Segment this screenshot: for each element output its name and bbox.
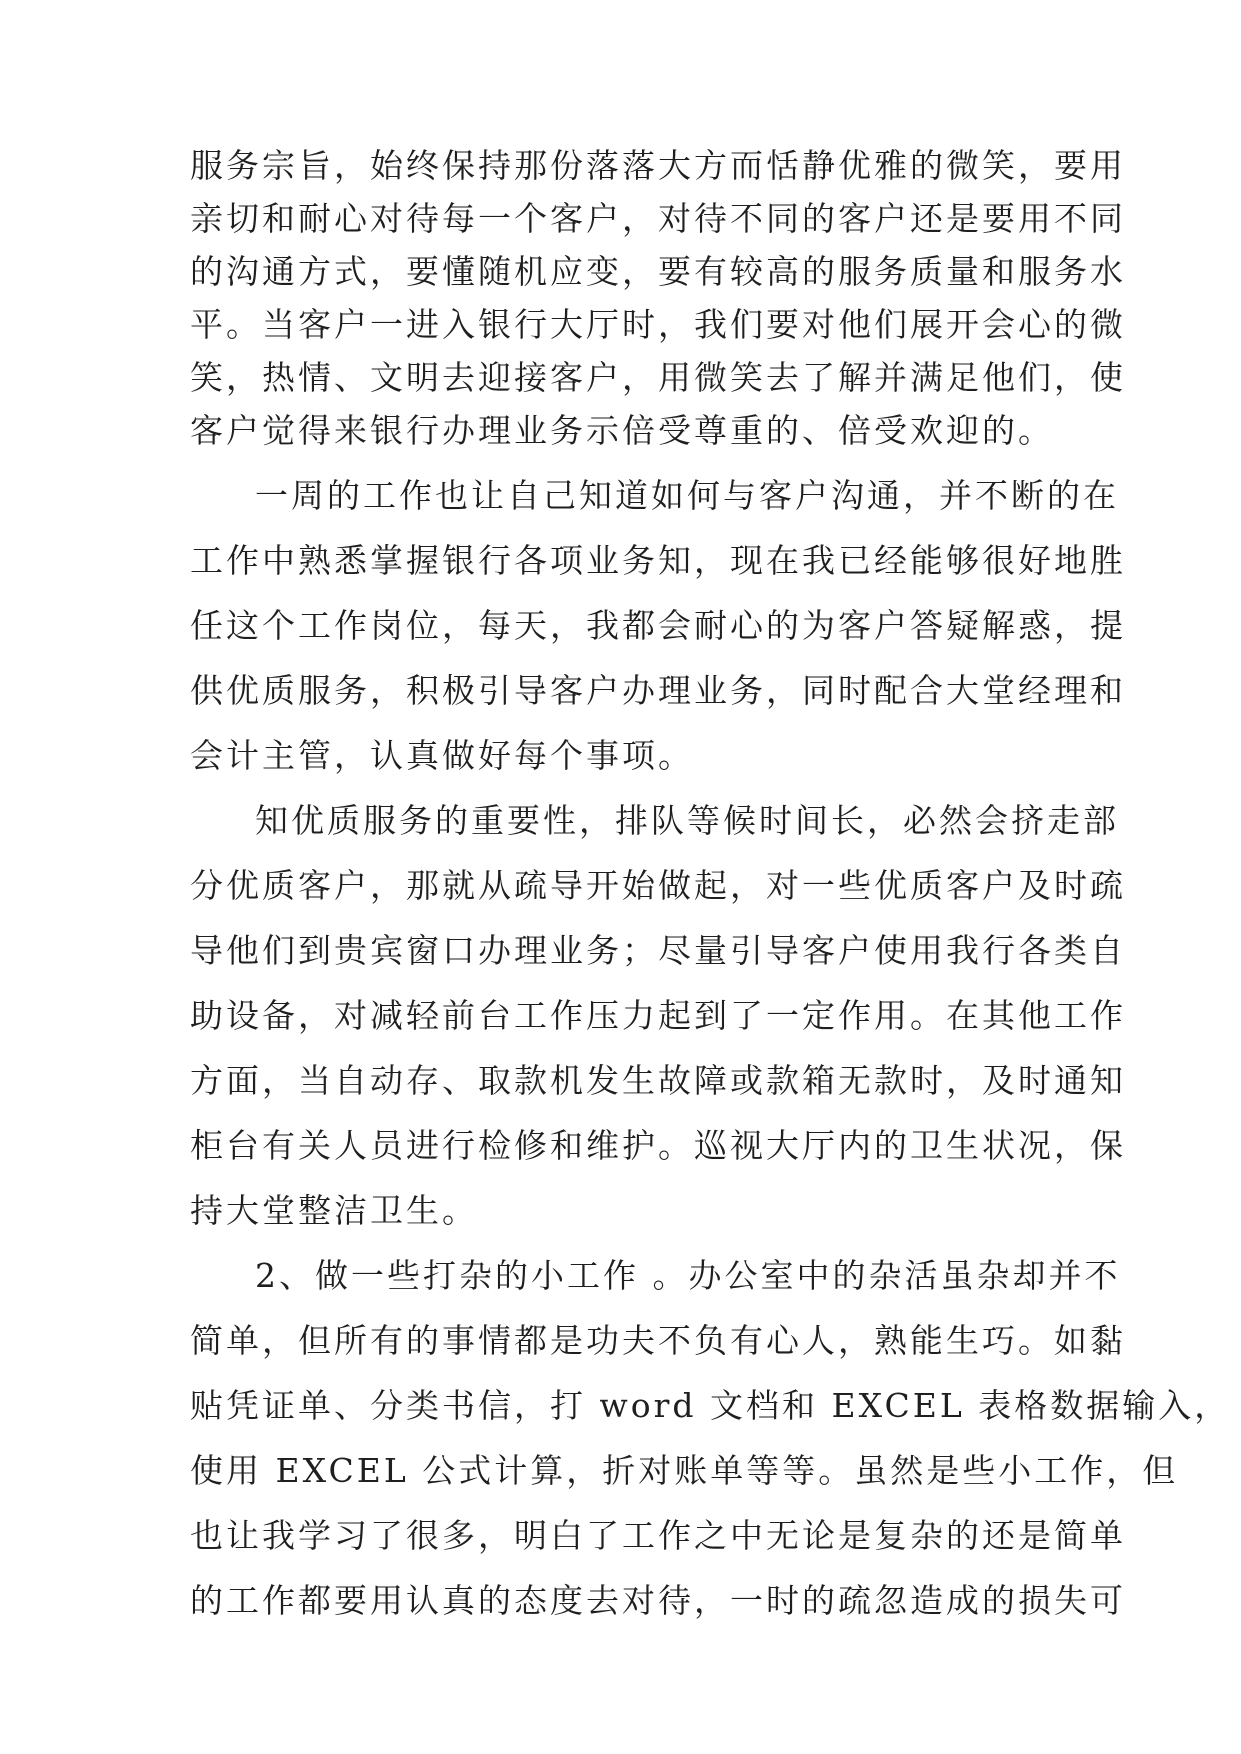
text-line: 会计主管，认真做好每个事项。 — [190, 736, 694, 775]
text-line: 简单，但所有的事情都是功夫不负有心人，熟能生巧。如黏 — [190, 1321, 1126, 1360]
text-line: 任这个工作岗位，每天，我都会耐心的为客户答疑解惑，提 — [190, 606, 1126, 645]
text-line: 分优质客户，那就从疏导开始做起，对一些优质客户及时疏 — [190, 866, 1126, 905]
text-line: 供优质服务，积极引导客户办理业务，同时配合大堂经理和 — [190, 671, 1126, 710]
text-line: 的工作都要用认真的态度去对待，一时的疏忽造成的损失可 — [190, 1581, 1126, 1620]
paragraph-first-line: 2、做一些打杂的小工作 。办公室中的杂活虽杂却并不 — [255, 1256, 1121, 1295]
paragraph-first-line: 一周的工作也让自己知道如何与客户沟通，并不断的在 — [255, 476, 1119, 515]
paragraph-first-line: 知优质服务的重要性，排队等候时间长，必然会挤走部 — [255, 801, 1119, 840]
text-line: 的沟通方式，要懂随机应变，要有较高的服务质量和服务水 — [190, 252, 1126, 291]
text-line: 客户觉得来银行办理业务示倍受尊重的、倍受欢迎的。 — [190, 411, 1054, 450]
text-line: 柜台有关人员进行检修和维护。巡视大厅内的卫生状况，保 — [190, 1126, 1126, 1165]
text-line: 服务宗旨，始终保持那份落落大方而恬静优雅的微笑，要用 — [190, 146, 1126, 185]
text-line: 使用 EXCEL 公式计算，折对账单等等。虽然是些小工作，但 — [190, 1451, 1179, 1490]
text-line: 笑，热情、文明去迎接客户，用微笑去了解并满足他们，使 — [190, 358, 1126, 397]
text-line: 也让我学习了很多，明白了工作之中无论是复杂的还是简单 — [190, 1516, 1126, 1555]
text-line: 方面，当自动存、取款机发生故障或款箱无款时，及时通知 — [190, 1061, 1126, 1100]
text-line: 平。当客户一进入银行大厅时，我们要对他们展开会心的微 — [190, 305, 1126, 344]
text-line: 贴凭证单、分类书信，打 word 文档和 EXCEL 表格数据输入， — [190, 1386, 1231, 1425]
text-line: 助设备，对减轻前台工作压力起到了一定作用。在其他工作 — [190, 996, 1126, 1035]
text-line: 工作中熟悉掌握银行各项业务知，现在我已经能够很好地胜 — [190, 541, 1126, 580]
text-line: 亲切和耐心对待每一个客户，对待不同的客户还是要用不同 — [190, 199, 1126, 238]
text-line: 导他们到贵宾窗口办理业务；尽量引导客户使用我行各类自 — [190, 931, 1126, 970]
text-line: 持大堂整洁卫生。 — [190, 1191, 478, 1230]
